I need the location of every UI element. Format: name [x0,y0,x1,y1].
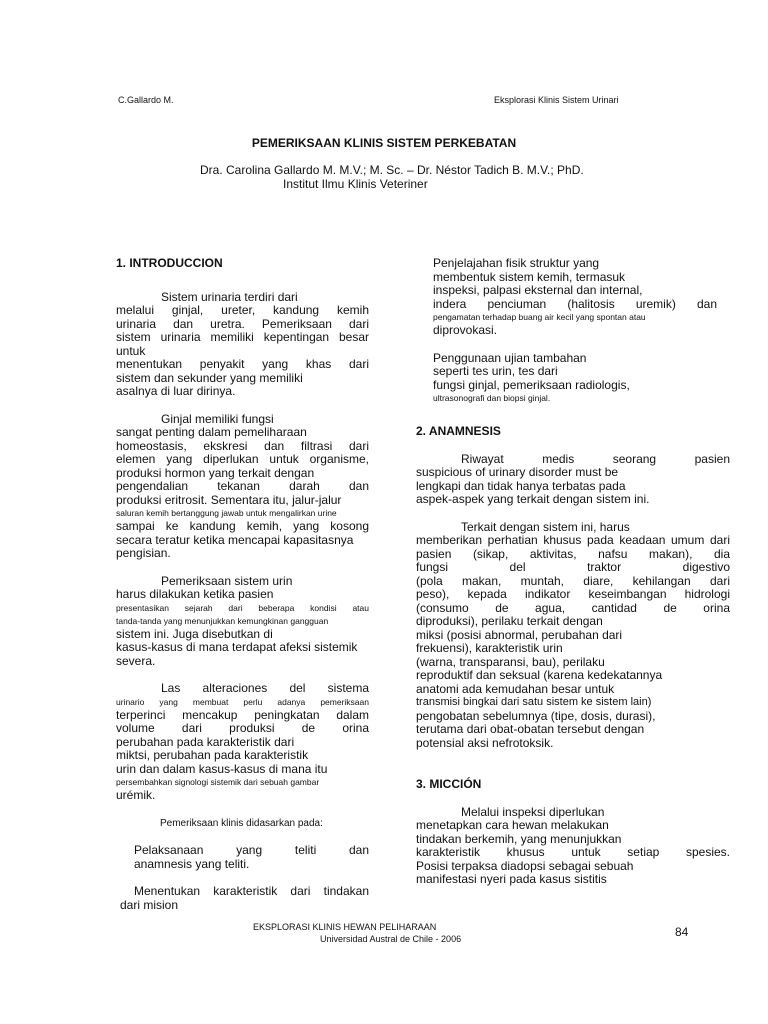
text-line: asalnya di luar dirinya. [116,384,236,398]
text-line: Penjelajahan fisik struktur yang [433,256,600,270]
text-line: Sistem urinaria terdiri dari [161,289,298,304]
text-line: membentuk sistem kemih, termasuk [433,269,626,284]
text-line: produksi eritrosit. Sementara itu, jalur-jalur [116,492,342,507]
list-item-physical-exam [433,257,717,338]
text-line: pengamatan terhadap buang air kecil yang spontan atau [433,312,646,322]
text-line: volume dari produksi de orina [116,721,369,735]
text-line: suspicious of urinary disorder must be [416,465,619,479]
text-line: terutama dari obat-obatan tersebut dengan [416,722,645,736]
text-line: saluran kemih bertanggung jawab untuk mengalirkan urine [116,508,337,518]
text-line: anamnesis yang teliti. [134,856,250,871]
list-item-mision [116,885,369,912]
text-line: Terkait dengan sistem ini, harus [461,519,630,534]
text-line: homeostasis, ekskresi dan filtrasi dari [116,438,369,453]
text-line: kasus-kasus di mana terdapat afeksi sistemik [116,640,358,654]
institution-line: Institut Ilmu Klinis Veteriner [283,177,428,191]
text-line: terperinci mencakup peningkatan dalam [116,707,369,722]
text-line: Pemeriksaan sistem urin [161,573,293,588]
section-heading-anamnesis: 2. ANAMNESIS [416,424,501,438]
text-line: anatomi ada kemudahan besar untuk [416,681,615,696]
text-line: fungsi del traktor digestivo [416,560,730,574]
text-line: Menentukan karakteristik dari tindakan [134,884,369,898]
text-line: elemen yang diperlukan untuk organisme, [116,452,369,466]
footer-publication-title: EKSPLORASI KLINIS HEWAN PELIHARAAN [253,922,437,932]
paragraph-intro-3 [116,575,369,669]
text-line: diproduksi), perilaku terkait dengan [416,614,603,628]
text-line: pengisian. [116,546,171,560]
text-line: inspeksi, palpasi eksternal dan internal, [433,283,643,297]
paragraph-anamnesis-2 [416,521,730,751]
left-column [116,257,369,912]
paragraph-miccion-1 [416,806,730,887]
text-line: transmisi bingkai dari satu sistem ke sistem lain) [416,696,652,708]
text-line: sistem urinaria memiliki kepentingan besar untuk [116,330,369,358]
text-line: urinario yang membuat perlu adanya pemeriksaan [116,696,369,707]
text-line: (pola makan, muntah, diare, kehilangan dari [416,573,730,588]
text-line: harus dilakukan ketika pasien [116,587,274,601]
text-line: frekuensi), karakteristik urin [416,641,563,655]
text-line: memberikan perhatian khusus pada keadaan umum dari [416,533,730,547]
text-line: dari mision [120,897,179,912]
text-line: pengendalian tekanan darah dan [116,479,369,493]
text-line: aspek-aspek yang terkait dengan sistem ini. [416,492,650,506]
running-header-title: Eksplorasi Klinis Sistem Urinari [494,95,619,105]
text-line: (warna, transparansi, bau), perilaku [416,654,605,669]
text-line: perubahan pada karakteristik dari [116,734,295,749]
text-line: reproduktif dan seksual (karena kedekatannya [416,668,663,682]
text-line: urin dan dalam kasus-kasus di mana itu [116,761,328,776]
text-line: miktsi, perubahan pada karakteristik [116,748,309,762]
text-line: persembahkan signologi sistemik dari sebuah gambar [116,777,320,787]
paragraph-intro-2 [116,413,369,561]
text-line: tindakan berkemih, yang menunjukkan [416,831,622,846]
text-line: Ginjal memiliki fungsi [161,411,274,426]
footer-institution: Universidad Austral de Chile - 2006 [320,934,462,944]
text-line: Las alteraciones del sistema [161,681,369,695]
section-heading-introduccion: 1. INTRODUCCION [116,256,223,270]
text-line: presentasikan sejarah dari beberapa kondisi atau [116,602,369,613]
text-line: indera penciuman (halitosis uremik) dan [433,296,717,311]
text-line: Posisi terpaksa diadopsi sebagai sebuah [416,858,634,873]
running-header-author: C.Gallardo M. [118,95,174,105]
text-line: manifestasi nyeri pada kasus sistitis [416,872,607,886]
text-line: melalui ginjal, ureter, kandung kemih [116,303,369,317]
text-line: Melalui inspeksi diperlukan [461,804,605,819]
text-line: pengobatan sebelumnya (tipe, dosis, durasi), [416,708,656,723]
text-line: urémik. [116,788,156,802]
text-line: menentukan penyakit yang khas dari [116,357,369,371]
text-line: menetapkan cara hewan melakukan [416,818,609,832]
list-item-anamnesis [116,844,369,871]
text-line: seperti tes urin, tes dari [433,364,558,378]
text-line: Riwayat medis seorang pasien [461,451,730,466]
text-line: miksi (posisi abnormal, perubahan dari [416,627,623,642]
text-line: ultrasonografi dan biopsi ginjal. [433,393,551,403]
text-line: peso), kepada indikator keseimbangan hidrologi [416,587,730,601]
text-line: pasien (sikap, aktivitas, nafsu makan), dia [416,546,730,561]
text-line: produksi hormon yang terkait dengan [116,465,315,480]
text-line: Pelaksanaan yang teliti dan [134,843,369,857]
list-intro-text: Pemeriksaan klinis didasarkan pada: [160,817,323,829]
text-line: sangat penting dalam pemeliharaan [116,425,307,439]
text-line: sistem ini. Juga disebutkan di [116,626,273,641]
text-line: potensial aksi nefrotoksik. [416,735,554,750]
right-column [416,257,730,887]
paragraph-intro-4 [116,682,369,803]
text-line: secara teratur ketika mencapai kapasitasnya [116,532,354,547]
document-title: PEMERIKSAAN KLINIS SISTEM PERKEBATAN [251,136,517,150]
text-line: lengkapi dan tidak hanya terbatas pada [416,478,626,493]
list-item-auxiliary-tests [433,352,717,406]
text-line: sampai ke kandung kemih, yang kosong [116,519,369,533]
text-line: severa. [116,653,156,668]
text-line: diprovokasi. [433,323,498,337]
text-line: karakteristik khusus untuk setiap spesies. [416,845,730,859]
text-line: tanda-tanda yang menunjukkan kemungkinan gangguan [116,615,329,626]
text-line: fungsi ginjal, pemeriksaan radiologis, [433,377,630,392]
paragraph-anamnesis-1 [416,453,730,507]
authors-line: Dra. Carolina Gallardo M. M.V.; M. Sc. – Dr. Néstor Tadich B. M.V.; PhD. [200,163,584,177]
text-line: urinaria dan uretra. Pemeriksaan dari [116,316,369,331]
section-heading-miccion: 3. MICCIÓN [416,777,482,791]
text-line: Penggunaan ujian tambahan [433,350,587,365]
paragraph-intro-1 [116,291,369,399]
text-line: (consumo de agua, cantidad de orina [416,600,730,615]
page-number: 84 [675,925,689,939]
text-line: sistem dan sekunder yang memiliki [116,370,303,385]
